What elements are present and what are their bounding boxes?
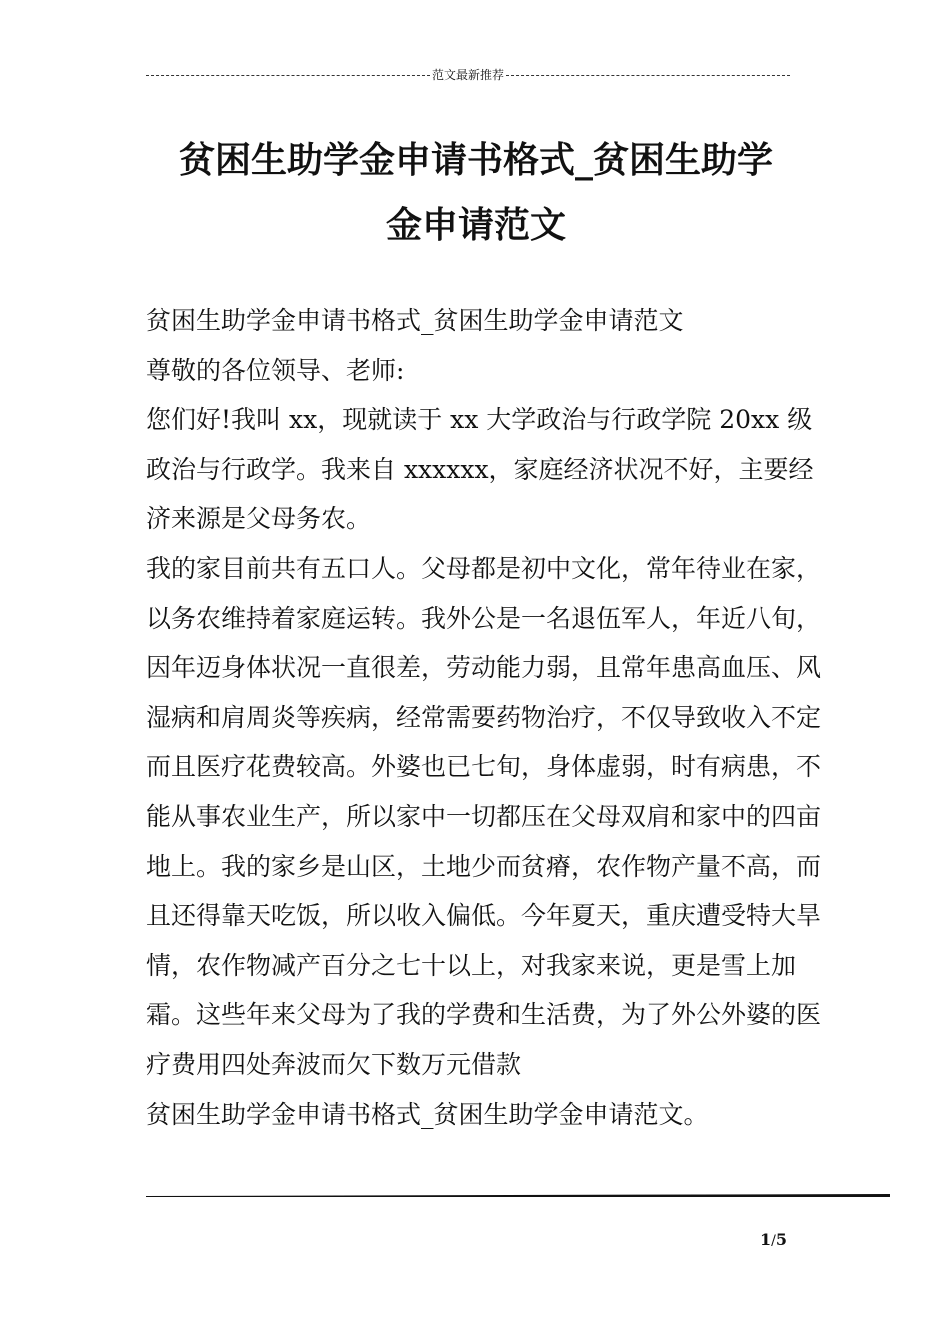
page-number [760,1230,820,1249]
header-dash-right [506,75,790,76]
header-label: 范文最新推荐 [432,68,505,82]
paragraph-salutation: 尊敬的各位领导、老师: [146,355,405,385]
page-total: 5 [775,1230,787,1249]
paragraph-intro: 您们好!我叫 xx，现就读于 xx 大学政治与行政学院 20xx 级政治与行政学。我来自 xxxxxx，家庭经济状况不好，主要经济来源是父母务农。 [146,405,814,534]
title-line-1: 贫困生助学金申请书格式_贫困生助学 [178,140,773,181]
title-line-2: 金申请范文 [385,205,566,246]
paragraph-family: 我的家目前共有五口人。父母都是初中文化，常年待业在家，以务农维持着家庭运转。我外公是一名退伍军人，年近八旬，因年迈身体状况一直很差，劳动能力弱，且常年患高血压、风湿病和肩周炎等疾病，经常需要药物治疗，不仅导致收入不定而且医疗花费较高。外婆也已七旬，身体虚弱，时有病患，不能从事农业生产，所以家中一切都压在父母双肩和家中的四亩地上。我的家乡是山区，土地少而贫瘠，农作物产量不高，而且还得靠天吃饭，所以收入偏低。今年夏天，重庆遭受特大旱情，农作物减产百分之七十以上，对我家来说，更是雪上加霜。这些年来父母为了我的学费和生活费，为了外公外婆的医疗费用四处奔波而欠下数万元借款 [146,553,822,1079]
page-separator: / [771,1233,776,1249]
footer-rule [146,1192,890,1200]
page-current: 1 [760,1230,772,1249]
header-dash-left [146,75,430,76]
paragraph-closing: 贫困生助学金申请书格式_贫困生助学金申请范文。 [146,1099,709,1129]
paragraph-subtitle: 贫困生助学金申请书格式_贫困生助学金申请范文 [146,306,684,335]
page-header [146,66,790,83]
document-body [146,296,826,1139]
document-title [146,128,806,258]
